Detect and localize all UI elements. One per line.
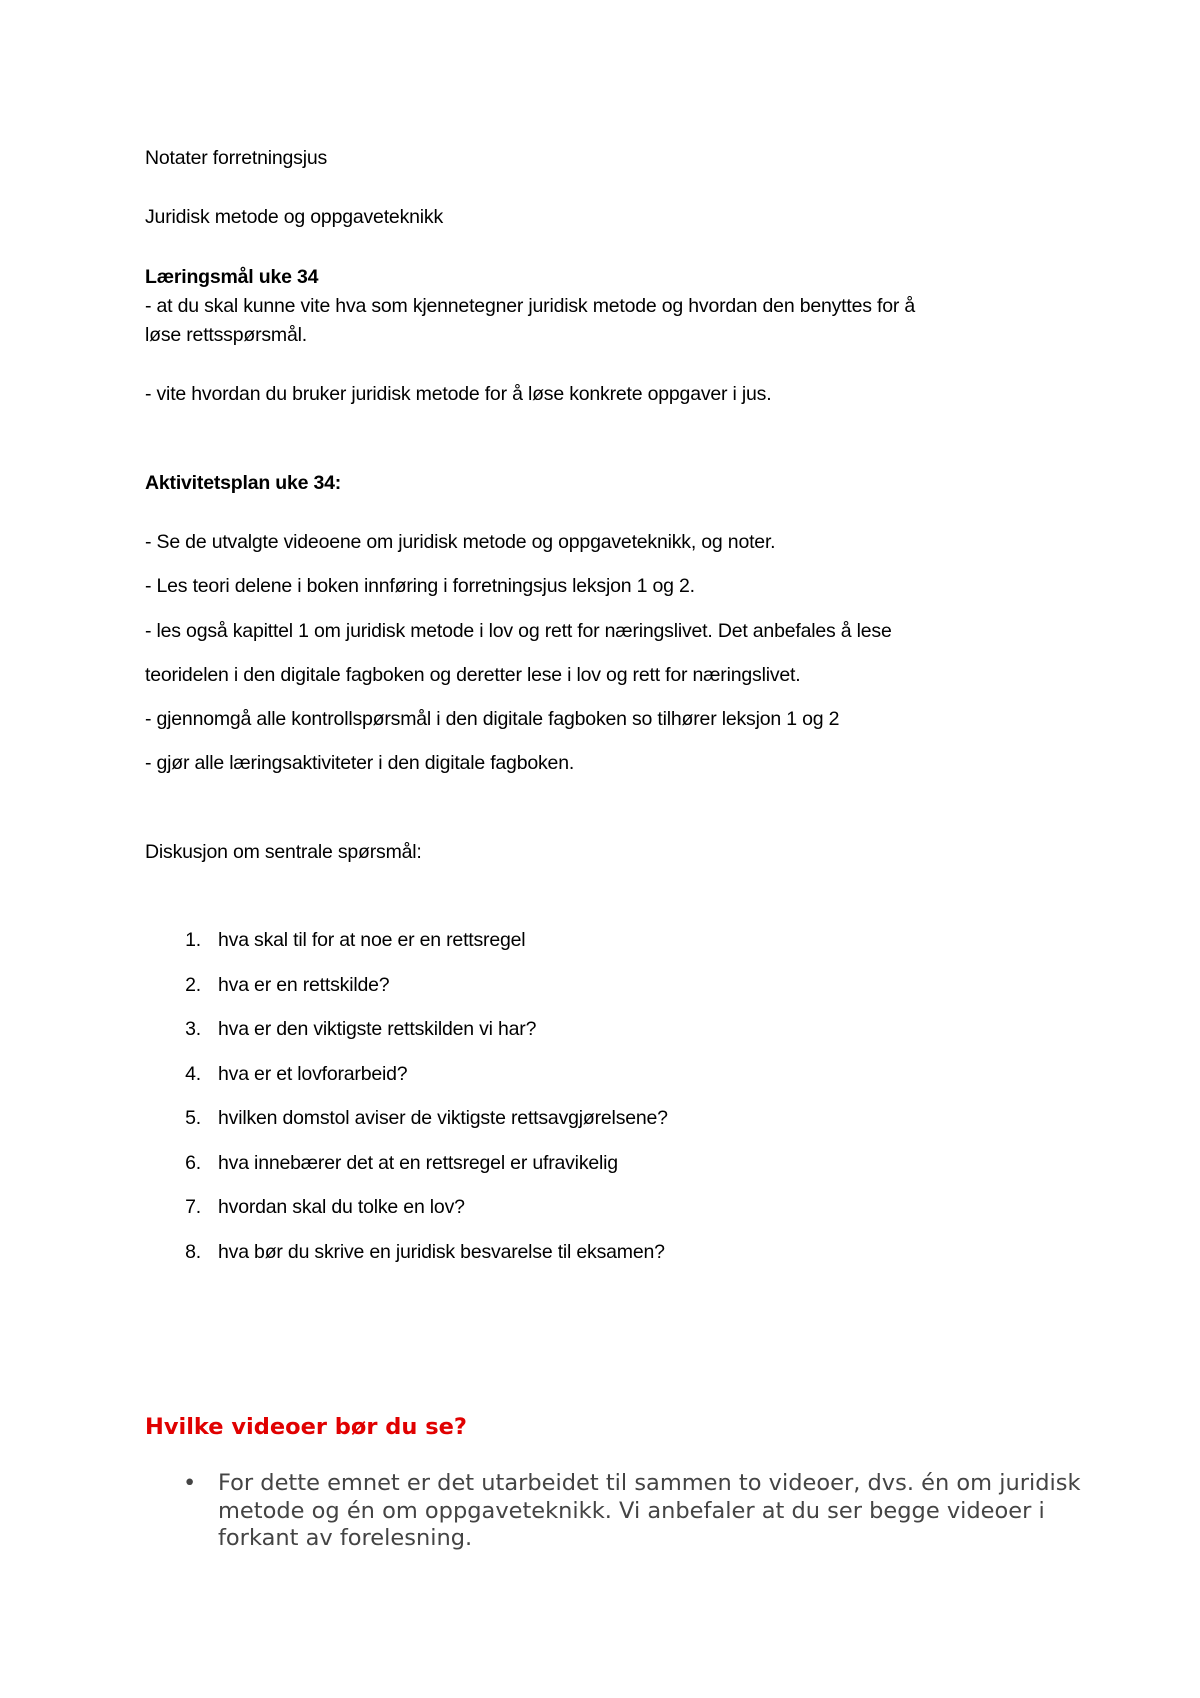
question-text: hva er den viktigste rettskilden vi har?	[218, 1018, 537, 1040]
bullet-icon: •	[183, 1470, 197, 1496]
question-text: hva skal til for at noe er en rettsregel	[218, 929, 526, 951]
question-number: 8.	[185, 1241, 201, 1263]
question-number: 2.	[185, 974, 201, 996]
question-text: hvordan skal du tolke en lov?	[218, 1196, 465, 1218]
videos-heading: Hvilke videoer bør du se?	[145, 1414, 467, 1440]
goals-heading: Læringsmål uke 34	[145, 266, 319, 288]
discussion-heading: Diskusjon om sentrale spørsmål:	[145, 841, 422, 863]
plan-line: - Les teori delene i boken innføring i forretningsjus leksjon 1 og 2.	[145, 575, 695, 597]
goal-line: - vite hvordan du bruker juridisk metode for å løse konkrete oppgaver i jus.	[145, 383, 772, 405]
goal-line: - at du skal kunne vite hva som kjennetegner juridisk metode og hvordan den benyttes for å	[145, 295, 916, 317]
question-text: hvilken domstol aviser de viktigste rettsavgjørelsene?	[218, 1107, 668, 1129]
question-number: 4.	[185, 1063, 201, 1085]
question-number: 7.	[185, 1196, 201, 1218]
videos-bullet-text: For dette emnet er det utarbeidet til sammen to videoer, dvs. én om juridisk metode og én om oppgaveteknikk. Vi anbefaler at du ser begge videoer i forkant av forelesning.	[218, 1470, 1081, 1551]
goal-line: løse rettsspørsmål.	[145, 324, 307, 346]
question-text: hva er en rettskilde?	[218, 974, 390, 996]
plan-heading: Aktivitetsplan uke 34:	[145, 472, 342, 494]
question-text: hva innebærer det at en rettsregel er ufravikelig	[218, 1152, 618, 1174]
document-title: Notater forretningsjus	[145, 147, 328, 169]
plan-line: teoridelen i den digitale fagboken og deretter lese i lov og rett for næringslivet.	[145, 664, 801, 686]
question-text: hva er et lovforarbeid?	[218, 1063, 408, 1085]
plan-line: - gjør alle læringsaktiviteter i den digitale fagboken.	[145, 752, 575, 774]
plan-line: - les også kapittel 1 om juridisk metode i lov og rett for næringslivet. Det anbefales å lese	[145, 620, 892, 642]
document-subtitle: Juridisk metode og oppgaveteknikk	[145, 206, 443, 228]
question-number: 5.	[185, 1107, 201, 1129]
plan-line: - gjennomgå alle kontrollspørsmål i den digitale fagboken so tilhører leksjon 1 og 2	[145, 708, 840, 730]
plan-line: - Se de utvalgte videoene om juridisk metode og oppgaveteknikk, og noter.	[145, 531, 776, 553]
question-number: 6.	[185, 1152, 201, 1174]
question-text: hva bør du skrive en juridisk besvarelse til eksamen?	[218, 1241, 665, 1263]
question-number: 1.	[185, 929, 201, 951]
question-number: 3.	[185, 1018, 201, 1040]
